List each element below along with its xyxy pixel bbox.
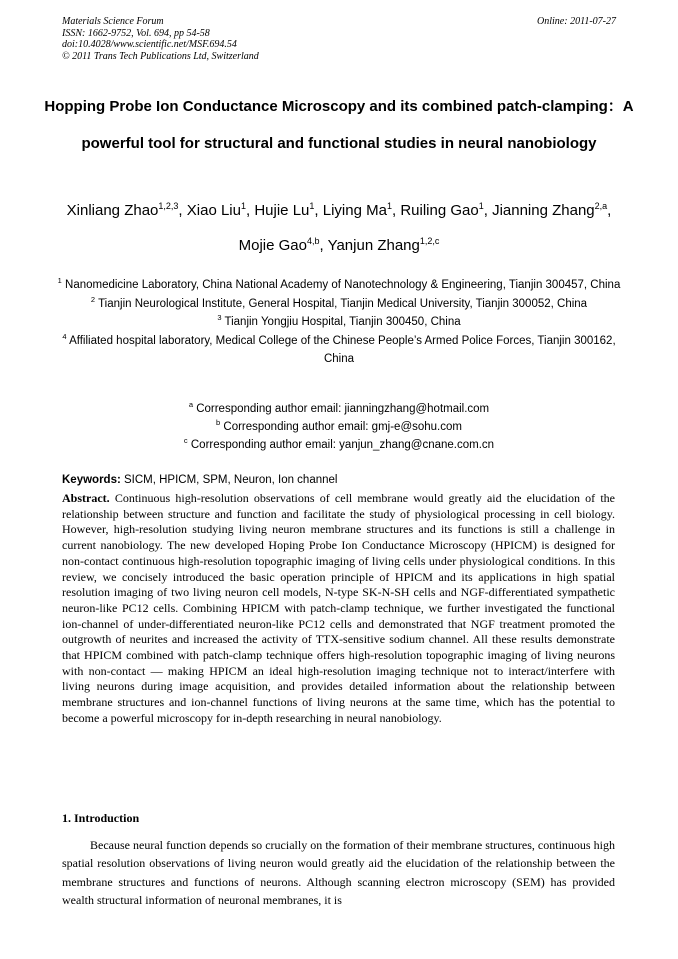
author: Ruiling Gao$^1$, <box>400 201 493 219</box>
journal-header <box>62 16 616 62</box>
author: Hujie Lu$^1$, <box>254 201 323 219</box>
abstract-label: Abstract. <box>62 491 110 505</box>
author: Jianning Zhang$^{2,a}$, <box>492 201 612 219</box>
keywords-label: Keywords: <box>62 474 121 486</box>
author: Liying Ma$^1$, <box>322 201 401 219</box>
author: Yanjun Zhang$^{1,2,c}$ <box>327 236 440 254</box>
journal-name: Materials Science Forum <box>62 16 164 27</box>
affiliation: $^2$ Tianjin Neurological Institute, General Hospital, Tianjin Medical University, Tianjin 300052, China <box>90 294 588 310</box>
author: Mojie Gao$^{4,b}$, <box>238 236 328 254</box>
section-heading-introduction: 1. Introduction <box>62 811 140 825</box>
email-line: $^a$ Corresponding author email: jianningzhang@hotmail.com <box>188 400 490 415</box>
affiliation: $^1$ Nanomedicine Laboratory, China National Academy of Nanotechnology & Engineering, Tianjin 300457, China <box>57 276 621 291</box>
journal-doi: doi:10.4028/www.scientific.net/MSF.694.54 <box>62 39 237 50</box>
journal-issn: ISSN: 1662-9752, Vol. 694, pp 54-58 <box>62 27 210 39</box>
keywords-text: SICM, HPICM, SPM, Neuron, Ion channel <box>120 474 338 486</box>
abstract-text: Continuous high-resolution observations of cell membrane would greatly aid the elucidation of the relationship between structure and function and facilitate the study of physiological processing in cell biology. However, high-resolution studying living neuron membrane structures and its functions is still a challenge in current nanobiology. The new developed Hoping Probe Ion Conductance Microscopy (HPICM) is designed for non-contact continuous high-resolution topographic imaging of living cells under physiological conditions. In this review, we concisely introduced the basic operation principle of HPICM and its applications in high spatial resolution imaging of two living neuron cell models, N-type SK-N-SH cells and NGF-differentiated sympathetic neuron-like PC12 cells. Combining HPICM with patch-clamp technique, we further investigated the functional ion-channel of under-differentiated neuron-like PC12 cells and demonstrated that NGF treatment promoted the outgrowth of neurites and increased the activity of TTX-sensitive sodium channel. All these results demonstrate that HPICM combined with patch-clamp technique offers high-resolution topographic imaging of living neurons with non-contact — making HPICM an ideal high-resolution imaging technique not to interact/interfere with living neurons during image acquisition, and provides detailed information about the relationship between membrane structures and ion-channel functions of living neurons at the same time, which has the potential to become a powerful microscopy for in-depth researching in neural nanobiology. <box>62 491 615 725</box>
corresponding-emails <box>52 400 626 454</box>
paper-title: Hopping Probe Ion Conductance Microscopy and its combined patch-clamping：A powerful tool for structural and functional studies in neural nanobiology <box>44 98 634 152</box>
affiliation: $^4$ Affiliated hospital laboratory, Medical College of the Chinese People’s Armed Police Forces, Tianjin 300162, China <box>62 331 616 365</box>
affiliation: $^3$ Tianjin Yongjiu Hospital, Tianjin 300450, China <box>217 313 461 328</box>
author: Xiao Liu$^1$, <box>186 201 255 219</box>
author-list <box>54 193 624 263</box>
introduction-paragraph: Because neural function depends so crucially on the formation of their membrane structures, continuous high spatial resolution observations of living neuron would greatly aid the elucidation of the relationship between the membrane structures and functions of neurons. Although scanning electron microscopy (SEM) has provided wealth structural information of neuronal membranes, it is <box>62 838 615 907</box>
journal-copyright: © 2011 Trans Tech Publications Ltd, Switzerland <box>62 50 259 62</box>
online-date: Online: 2011-07-27 <box>537 16 616 27</box>
email-line: $^b$ Corresponding author email: gmj-e@sohu.com <box>216 418 462 433</box>
abstract <box>62 491 615 727</box>
email-line: $^c$ Corresponding author email: yanjun_zhang@cnane.com.cn <box>183 436 495 451</box>
affiliation-list <box>52 276 626 369</box>
author: Xinliang Zhao$^{1,2,3}$, <box>66 201 187 219</box>
keywords <box>62 472 618 488</box>
